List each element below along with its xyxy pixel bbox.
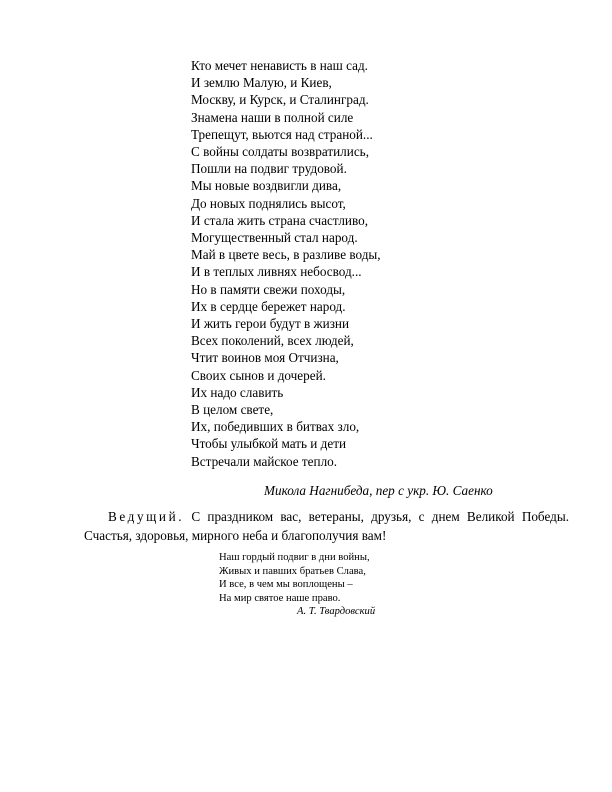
host-text: С праздником вас, ветераны, друзья, с днем Великой Победы. Счастья, здоровья, мирного неба и благополучия вам!: [84, 509, 570, 543]
poem-line: Знамена наши в полной силе: [191, 109, 354, 125]
epigraph-line: И все, в чем мы воплощены –: [219, 579, 353, 591]
poem-line: Май в цвете весь, в разливе воды,: [191, 247, 381, 263]
poem-line: Пошли на подвиг трудовой.: [191, 161, 347, 177]
poem-line: Их надо славить: [191, 384, 284, 400]
poem-line: Москву, и Курск, и Сталинград.: [191, 92, 369, 108]
epigraph-line: На мир святое наше право.: [219, 592, 341, 604]
poem-line: Чтит воинов моя Отчизна,: [191, 350, 339, 366]
epigraph: [219, 551, 375, 619]
epigraph-line: Живых и павших братьев Слава,: [219, 565, 366, 577]
poem: [191, 57, 531, 470]
poem-line: Трепещут, вьются над страной...: [191, 126, 373, 142]
poem-line: Чтобы улыбкой мать и дети: [191, 436, 347, 452]
host-speaker: Ведущий.: [108, 509, 185, 524]
poem-line: До новых поднялись высот,: [191, 195, 346, 211]
poem-attribution: Микола Нагнибеда, пер с укр. Ю. Саенко: [264, 483, 493, 498]
poem-line: И в теплых ливнях небосвод...: [191, 264, 362, 280]
poem-line: В целом свете,: [191, 402, 274, 418]
epigraph-author: А. Т. Твардовский: [297, 606, 376, 618]
poem-line: И жить герои будут в жизни: [191, 316, 350, 332]
poem-line: Их в сердце бережет народ.: [191, 298, 346, 314]
poem-line: Встречали майское тепло.: [191, 453, 338, 469]
poem-line: И стала жить страна счастливо,: [191, 212, 369, 228]
poem-line: Могущественный стал народ.: [191, 230, 358, 246]
poem-line: Мы новые воздвигли дива,: [191, 178, 342, 194]
epigraph-line: Наш гордый подвиг в дни войны,: [219, 552, 370, 563]
poem-line: Своих сынов и дочерей.: [191, 367, 326, 383]
poem-line: Но в памяти свежи походы,: [191, 281, 346, 297]
poem-line: Их, победивших в битвах зло,: [191, 419, 360, 435]
poem-line: Всех поколений, всех людей,: [191, 333, 354, 349]
host-remark: [84, 507, 569, 545]
poem-line: Кто мечет ненависть в наш сад.: [191, 58, 368, 73]
poem-line: И землю Малую, и Киев,: [191, 75, 332, 91]
poem-line: С войны солдаты возвратились,: [191, 144, 369, 160]
